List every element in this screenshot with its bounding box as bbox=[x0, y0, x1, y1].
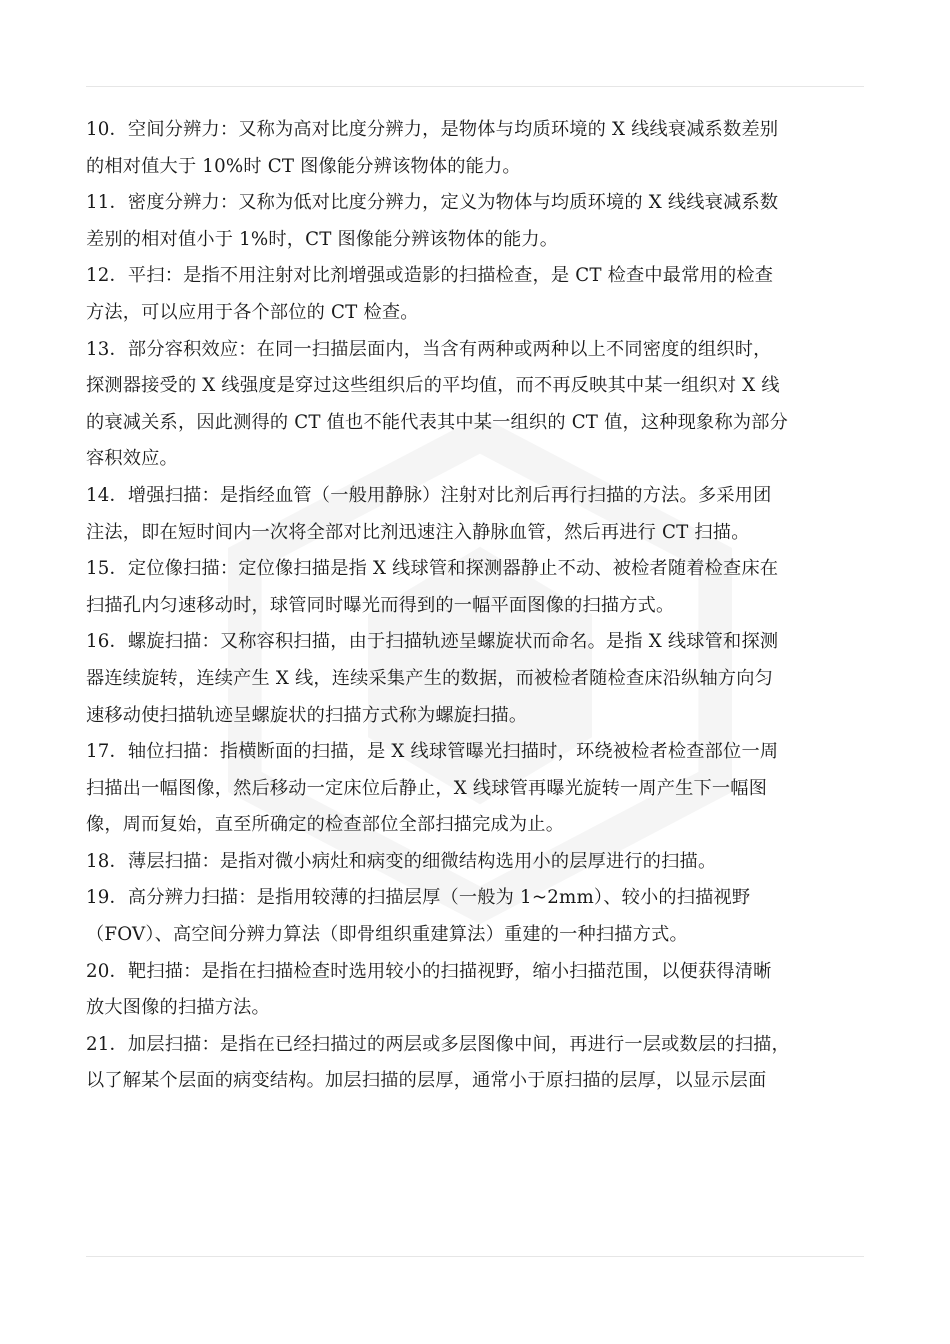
text-line: 18．薄层扫描：是指对微小病灶和病变的细微结构选用小的层厚进行的扫描。 bbox=[86, 850, 717, 872]
text-line: 放大图像的扫描方法。 bbox=[86, 997, 270, 1019]
text-line: 方法，可以应用于各个部位的 CT 检查。 bbox=[86, 301, 419, 323]
text-line: 19．高分辨力扫描：是指用较薄的扫描层厚（一般为 1~2mm）、较小的扫描视野 bbox=[86, 887, 751, 909]
text-line: （FOV）、高空间分辨力算法（即骨组织重建算法）重建的一种扫描方式。 bbox=[86, 924, 688, 946]
text-line: 10．空间分辨力：又称为高对比度分辨力，是物体与均质环境的 X 线线衰减系数差别 bbox=[86, 119, 779, 140]
text-line: 注法，即在短时间内一次将全部对比剂迅速注入静脉血管，然后再进行 CT 扫描。 bbox=[86, 521, 750, 543]
text-line: 以了解某个层面的病变结构。加层扫描的层厚，通常小于原扫描的层厚，以显示层面 bbox=[86, 1070, 767, 1092]
text-line: 扫描出一幅图像，然后移动一定床位后静止，X 线球管再曝光旋转一周产生下一幅图 bbox=[86, 777, 768, 799]
document-body bbox=[86, 112, 868, 1100]
text-line: 11．密度分辨力：又称为低对比度分辨力，定义为物体与均质环境的 X 线线衰减系数 bbox=[86, 192, 779, 214]
footer-divider bbox=[86, 1256, 864, 1257]
text-line: 20．靶扫描：是指在扫描检查时选用较小的扫描视野，缩小扫描范围，以便获得清晰 bbox=[86, 960, 772, 982]
text-line: 12．平扫：是指不用注射对比剂增强或造影的扫描检查，是 CT 检查中最常用的检查 bbox=[86, 265, 774, 287]
text-line: 13．部分容积效应：在同一扫描层面内，当含有两种或两种以上不同密度的组织时， bbox=[86, 338, 772, 360]
text-line: 器连续旋转，连续产生 X 线，连续采集产生的数据，而被检者随检查床沿纵轴方向匀 bbox=[86, 667, 774, 689]
text-line: 差别的相对值小于 1%时，CT 图像能分辨该物体的能力。 bbox=[86, 228, 559, 250]
text-line: 14．增强扫描：是指经血管（一般用静脉）注射对比剂后再行扫描的方法。多采用团 bbox=[86, 484, 772, 506]
text-line: 速移动使扫描轨迹呈螺旋状的扫描方式称为螺旋扫描。 bbox=[86, 704, 528, 726]
text-line: 扫描孔内匀速移动时，球管同时曝光而得到的一幅平面图像的扫描方式。 bbox=[86, 594, 675, 616]
text-line: 容积效应。 bbox=[86, 448, 178, 470]
text-line: 探测器接受的 X 线强度是穿过这些组织后的平均值，而不再反映其中某一组织对 X 线 bbox=[86, 375, 780, 397]
text-line: 像，周而复始，直至所确定的检查部位全部扫描完成为止。 bbox=[86, 814, 565, 836]
text-line: 15．定位像扫描：定位像扫描是指 X 线球管和探测器静止不动、被检者随着检查床在 bbox=[86, 558, 779, 580]
header-divider bbox=[86, 86, 864, 87]
text-line: 16．螺旋扫描：又称容积扫描，由于扫描轨迹呈螺旋状而命名。是指 X 线球管和探测 bbox=[86, 631, 779, 653]
text-line: 的衰减关系，因此测得的 CT 值也不能代表其中某一组织的 CT 值，这种现象称为部分 bbox=[86, 411, 788, 433]
text-line: 21．加层扫描：是指在已经扫描过的两层或多层图像中间，再进行一层或数层的扫描， bbox=[86, 1033, 790, 1055]
text-line: 17．轴位扫描：指横断面的扫描，是 X 线球管曝光扫描时，环绕被检者检查部位一周 bbox=[86, 741, 779, 763]
text-line: 的相对值大于 10%时 CT 图像能分辨该物体的能力。 bbox=[86, 155, 521, 177]
